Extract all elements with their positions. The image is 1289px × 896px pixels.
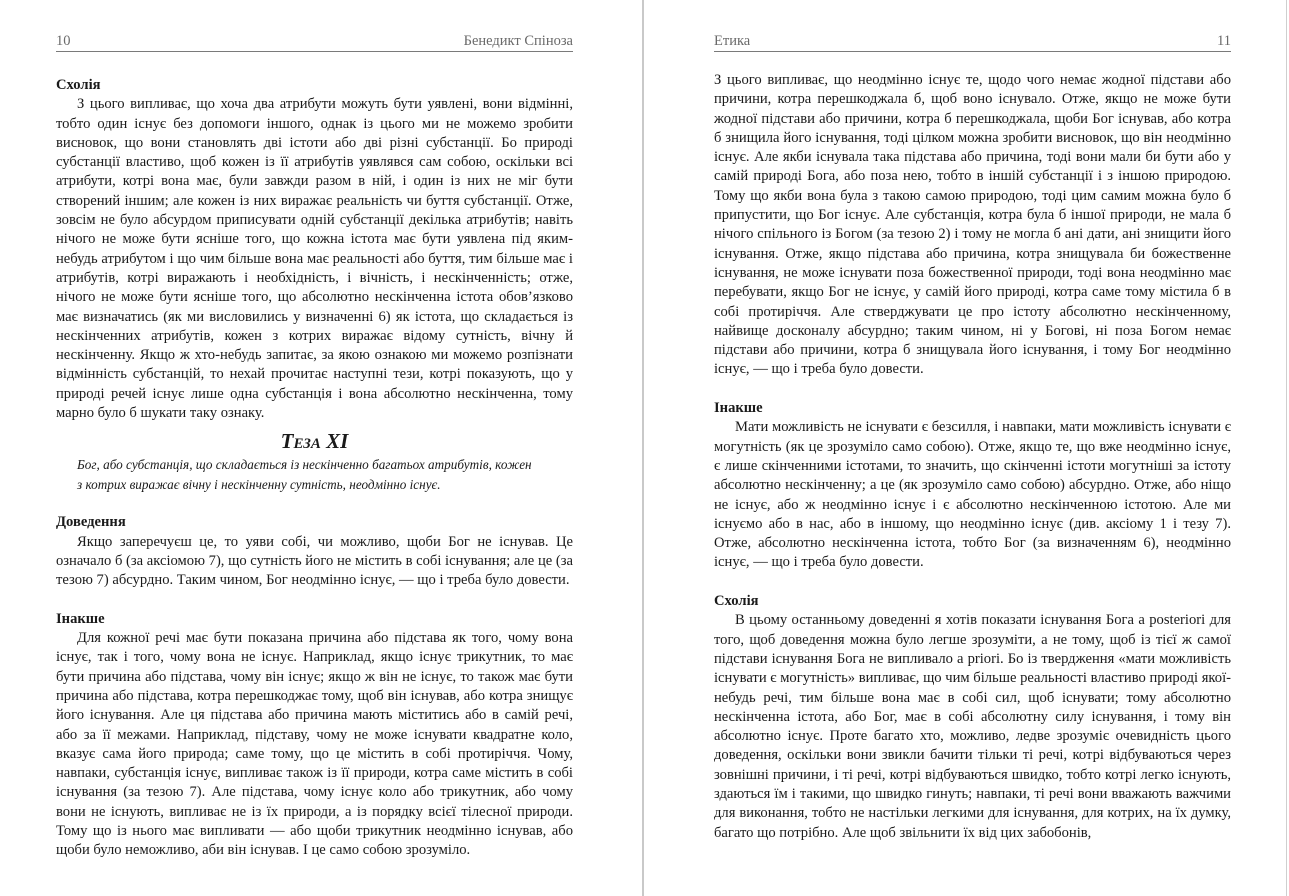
thesis-line: з котрих виражає вічну і нескінченну сутність, неодмінно існує. <box>77 476 441 492</box>
paragraph: Мати можливість не існувати є безсилля, і навпаки, мати можливість існувати є могутність (як це зрозуміло само собою). Отже, якщо те, що вже неодмінно існує, є лише скінченними істотами, то значить, що скінченні істоти могутніші за істоту абсолютно нескінченну; а це (як зрозуміло само собою) абсурдно. Отже, або ніщо не існує, або ж неодмінно існує і є абсолютно нескінченною істотою. Але ми існуємо або в нас, або в іншому, що неодмінно існує (див. аксіому 1 і тезу 7). Отже, абсолютно нескінченна істота, тобто Бог (за визначенням 6), неодмінно існує, — що і треба було довести. <box>714 419 1231 571</box>
running-title: Бенедикт Спіноза <box>463 33 573 49</box>
right-page <box>714 0 1231 896</box>
section-heading: Інакше <box>56 610 105 627</box>
left-page <box>56 0 573 896</box>
paragraph: Якщо заперечуєш це, то уяви собі, чи можливо, щоби Бог не існував. Це означало б (за аксіомою 7), що сутність його не містить в собі існування; але це (за тезою 7) абсурдно. Таким чином, Бог неодмінно існує, — що і треба було довести. <box>56 533 573 589</box>
thesis-title: Теза XI <box>280 429 349 454</box>
page-body <box>56 76 573 861</box>
running-head <box>56 32 573 52</box>
paragraph: З цього випливає, що хоча два атрибути можуть бути уявлені, вони відмінні, тобто один існує без допомоги іншого, однак із цього ми не можемо зробити висновок, що вони становлять дві істоти або дві різні субстанції. Бо природі субстанції властиво, щоб кожен із її атрибутів уявлявся сам собою, оскільки всі атрибути, котрі вона має, були завжди разом в ній, і один із них не міг бути створений іншим; але кожен із них виражає реальність чи буття субстанції. Отже, зовсім не було абсурдом приписувати одній субстанції декілька атрибутів; навіть нічого не може бути ясніше того, що кожна істота має бути уявлена під яким-небудь атрибутом і що чим більше вона має реальності або буття, тим більше має і атрибутів, котрі виражають і необхідність, і вічність, і нескінченність; отже, нічого не може бути ясніше того, що абсолютно нескінченна істота обов’язково має визначатись (як ми висловились у визначенні 6) як істота, що складається із нескінченних атрибутів, кожен з котрих виражає відому сутність, вічну й нескінченну. Якщо ж хто-небудь запитає, за якою ознакою ми можемо розпізнати відмінність субстанцій, то нехай прочитає наступні тези, котрі показують, що у природі речей існує лише одна субстанція і вона абсолютно нескінченна, тому марно було б шукати таку ознаку. <box>56 96 573 422</box>
section-heading: Інакше <box>714 400 763 417</box>
page-number: 11 <box>1217 33 1231 49</box>
section-heading: Схолія <box>56 77 101 93</box>
thesis-line: Бог, або субстанція, що складається із нескінченно багатьох атрибутів, кожен <box>77 457 532 473</box>
paragraph: Для кожної речі має бути показана причина або підстава як того, чому вона існує, так і того, чому вона не існує. Наприклад, якщо існує трикутник, то має бути причина або підстава, чому він існує; якщо ж він не існує, то також має бути причина або підстава, котра перешкоджає тому, щоб він існував, або котра знищує його існування. Але ця підстава або причина мають міститись або в самій речі, або за її межами. Наприклад, підставу, чому не може існувати квадратне коло, вказує сама його природа; саме тому, що це містить в собі протиріччя. Чому, навпаки, субстанція існує, випливає також із її природи, котра саме містить в собі існування (за тезою 7). Але підстава, чому існує коло або трикутник, або чому вони не існують, випливає не із їх природи, а із порядку всієї тілесної природи. Тому що із нього має випливати — або щоби трикутник неодмінно існував, або щоби було неможливо, аби він існував. І це само собою зрозуміло. <box>56 630 573 859</box>
book-spine <box>642 0 644 896</box>
thesis-statement <box>77 455 552 494</box>
page-body <box>714 71 1231 843</box>
running-head <box>714 32 1231 52</box>
paragraph: В цьому останньому доведенні я хотів показати існування Бога a posteriori для того, щоб доведення можна було легше зрозуміти, а не тому, щоб із тієї ж самої підстави існування Бога не випливало a priori. Бо із твердження «мати можливість існувати є могутність» випливає, що чим більше реальності властиво природі якої-небудь речі, тим більше вона має в собі сил, щоб існувати; тому абсолютно нескінченна істота, або Бог, має в собі абсолютну силу існування, і тому він абсолютно існує. Проте багато хто, можливо, ледве зрозуміє очевидність цього доведення, оскільки вони звикли бачити тільки ті речі, котрі відбуваються через зовнішні причини, і ті речі, котрі відбуваються швидко, тобто котрі легко існують, здаються їм і такими, що швидко гинуть; навпаки, ті речі вони вважають важчими для виконання, тобто не настільки легкими для існування, для котрих, на їх думку, багато що потрібно. Але щоб звільнити їх від цих забобонів, <box>714 612 1231 841</box>
section-heading: Схолія <box>714 593 759 610</box>
page-edge <box>1286 0 1287 896</box>
paragraph: З цього випливає, що неодмінно існує те, щодо чого немає жодної підстави або причини, котра перешкоджала б, щоб воно існувало. Отже, якщо не може бути жодної підстави або причини, котра б перешкоджала, щоби Бог існував, або котра б знищила його існування, тоді цілком можна зробити висновок, що він неодмінно існує. Але якби існувала така підстава або причина, тоді вони мали би бути або у самій природі Бога, або поза нею, тобто в іншій субстанції і з іншою природою. Тому що якби вона була з такою самою природою, тоді цим самим можна було б припустити, що Бог існує. Але субстанція, котра була б іншої природи, не мала б нічого спільного із Богом (за тезою 2) і тому не могла б ані дати, ані знищити його існування. Отже, якщо підстава або причина, котра знищувала би божественне існування, не може існувати поза божественної природи, тоді вона неодмінно має перебувати, якщо Бог не існує, у самій його природі, котра саме тому містила б в собі протиріччя. Але стверджувати це про істоту абсолютно нескінченному, найвище досконалу абсурдно; таким чином, ні у Богові, ні поза Богом немає підстави або причини, котра б знищувала його існування, і тому Бог неодмінно існує, — що і треба було довести. <box>714 72 1231 378</box>
page-number: 10 <box>56 33 71 49</box>
running-title: Етика <box>714 33 751 49</box>
section-heading: Доведення <box>56 514 126 531</box>
